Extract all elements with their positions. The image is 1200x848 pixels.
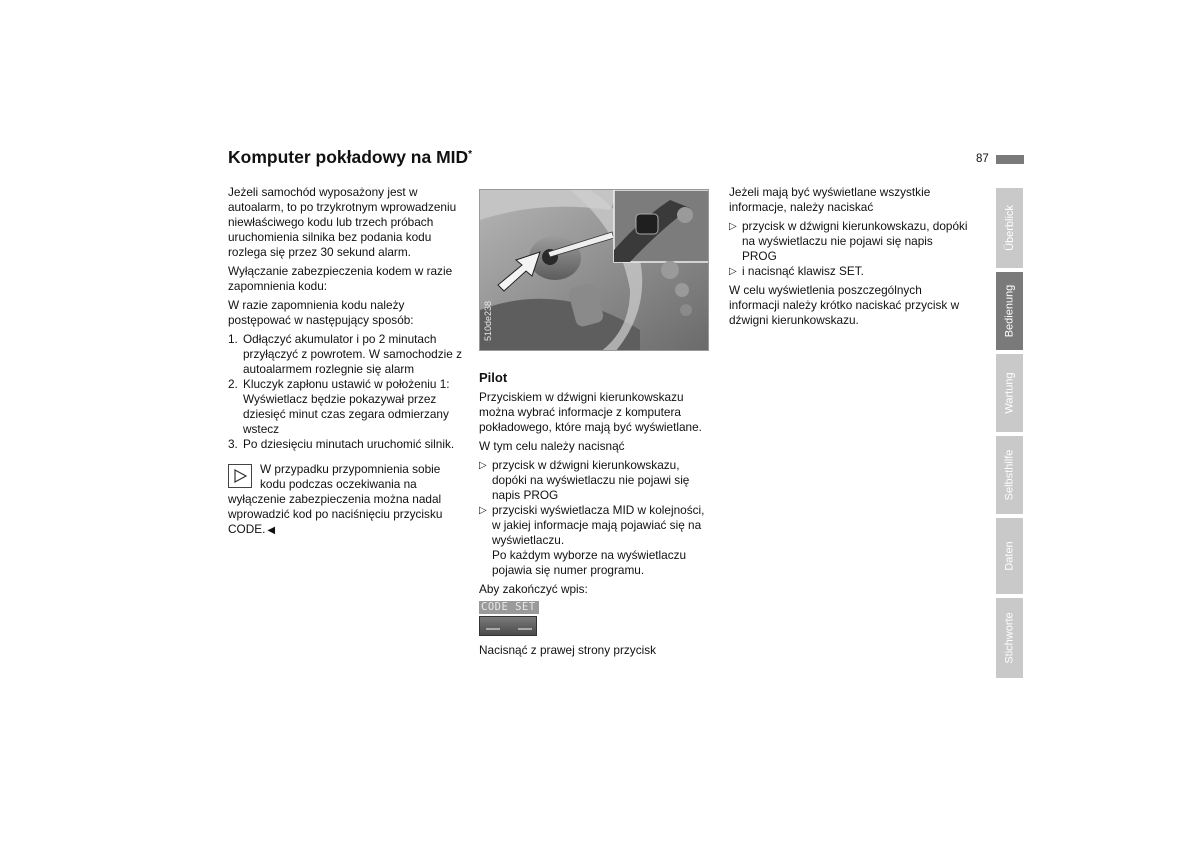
step-number: 2.	[228, 377, 238, 391]
page-title-text: Komputer pokładowy na MID	[228, 147, 469, 167]
list-item	[729, 219, 969, 264]
tab-stichworte[interactable]	[996, 598, 1023, 678]
tab-uberblick[interactable]	[996, 188, 1023, 268]
section-tabs	[996, 188, 1023, 682]
tab-daten[interactable]	[996, 518, 1023, 594]
tab-wartung[interactable]	[996, 354, 1023, 432]
list-item	[479, 503, 711, 578]
step-number: 3.	[228, 437, 238, 451]
section-heading-pilot: Pilot	[479, 370, 508, 385]
single-info-text: W celu wyświetlenia poszczególnych informacji należy krótko naciskać przycisk w dźwigni kierunkowskazu.	[729, 283, 960, 327]
pilot-intro: Przyciskiem w dźwigni kierunkowskazu można wybrać informacje z komputera pokładowego, które mają być wyświetlane.	[479, 390, 702, 434]
mid-display-button	[479, 616, 537, 636]
all-info-bullets	[729, 219, 969, 279]
triangle-bullet-icon: ▷	[479, 460, 487, 471]
left-column	[228, 185, 468, 538]
note-text: W przypadku przypomnienia sobie kodu podczas oczekiwania na wyłączenie zabezpieczenia można nadal wprowadzić kod po naciśnięciu przycisku CODE.	[228, 462, 443, 536]
page-number: 87	[976, 153, 989, 165]
right-column	[729, 185, 969, 332]
alarm-intro: Jeżeli samochód wyposażony jest w autoalarm, to po trzykrotnym wprowadzeniu niewłaściwego kodu lub trzech próbach uruchomienia silnika bez podania kodu rozlega się przez 30 sekund alarm.	[228, 185, 457, 259]
tab-bedienung[interactable]	[996, 272, 1023, 350]
middle-column	[479, 370, 711, 662]
procedure-intro: W razie zapomnienia kodu należy postępować w następujący sposób:	[228, 298, 414, 327]
pilot-instruction: W tym celu należy nacisnąć	[479, 439, 625, 453]
bullet-text: przyciski wyświetlacza MID w kolejności, w jakiej informacje mają pojawiać się na wyświetlaczu.	[492, 503, 705, 547]
tab-selbsthilfe[interactable]	[996, 436, 1023, 514]
end-mark-icon: ◀	[267, 525, 276, 536]
figure-code: 510de238	[483, 300, 494, 342]
step-number: 1.	[228, 332, 238, 346]
note-block	[228, 462, 468, 538]
button-segment-left	[486, 628, 500, 630]
optional-equipment-marker: *	[468, 149, 473, 160]
triangle-bullet-icon: ▷	[479, 505, 487, 516]
button-segment-right	[518, 628, 532, 630]
triangle-bullet-icon: ▷	[729, 266, 737, 277]
lever-illustration	[479, 189, 709, 351]
button-caption: Nacisnąć z prawej strony przycisk	[479, 643, 657, 657]
triangle-bullet-icon: ▷	[729, 221, 737, 232]
list-item	[479, 458, 711, 503]
tab-label: Stichworte	[1003, 612, 1016, 664]
finish-text: Aby zakończyć wpis:	[479, 582, 588, 596]
bullet-text: przycisk w dźwigni kierunkowskazu, dopóki na wyświetlaczu nie pojawi się napis PROG	[492, 458, 690, 502]
step-text: Odłączyć akumulator i po 2 minutach przyłączyć z powrotem. W samochodzie z autoalarmem rozlegnie się alarm	[243, 332, 462, 376]
procedure-steps	[228, 332, 468, 452]
tab-label: Bedienung	[1003, 284, 1016, 338]
page-number-bar	[996, 155, 1024, 164]
page-title	[228, 147, 472, 168]
step-text: Kluczyk zapłonu ustawić w położeniu 1: Wyświetlacz będzie pokazywał przez dziesięć minut czas zegara odmierzany wstecz	[243, 377, 450, 436]
bullet-text: przycisk w dźwigni kierunkowskazu, dopóki na wyświetlaczu nie pojawi się napis PROG	[742, 219, 968, 263]
list-item	[228, 377, 468, 437]
tab-label: Überblick	[1003, 205, 1016, 251]
note-arrow-icon	[228, 464, 252, 488]
bullet-followup: Po każdym wyborze na wyświetlaczu pojawia się numer programu.	[492, 548, 687, 577]
tab-label: Selbsthilfe	[1003, 449, 1016, 501]
list-item	[228, 437, 468, 452]
tab-label: Daten	[1003, 541, 1016, 571]
list-item	[228, 332, 468, 377]
figure-code-wrapper	[481, 292, 495, 350]
step-text: Po dziesięciu minutach uruchomić silnik.	[243, 437, 455, 451]
subtitle-text: Wyłączanie zabezpieczenia kodem w razie zapomnienia kodu:	[228, 264, 453, 293]
all-info-intro: Jeżeli mają być wyświetlane wszystkie informacje, należy naciskać	[729, 185, 931, 214]
pilot-bullets	[479, 458, 711, 578]
mid-display-code-set: CODE SET	[479, 601, 539, 614]
lever-drawing	[480, 190, 709, 351]
bullet-text: i nacisnąć klawisz SET.	[742, 264, 864, 278]
tab-label: Wartung	[1003, 372, 1016, 414]
list-item	[729, 264, 969, 279]
